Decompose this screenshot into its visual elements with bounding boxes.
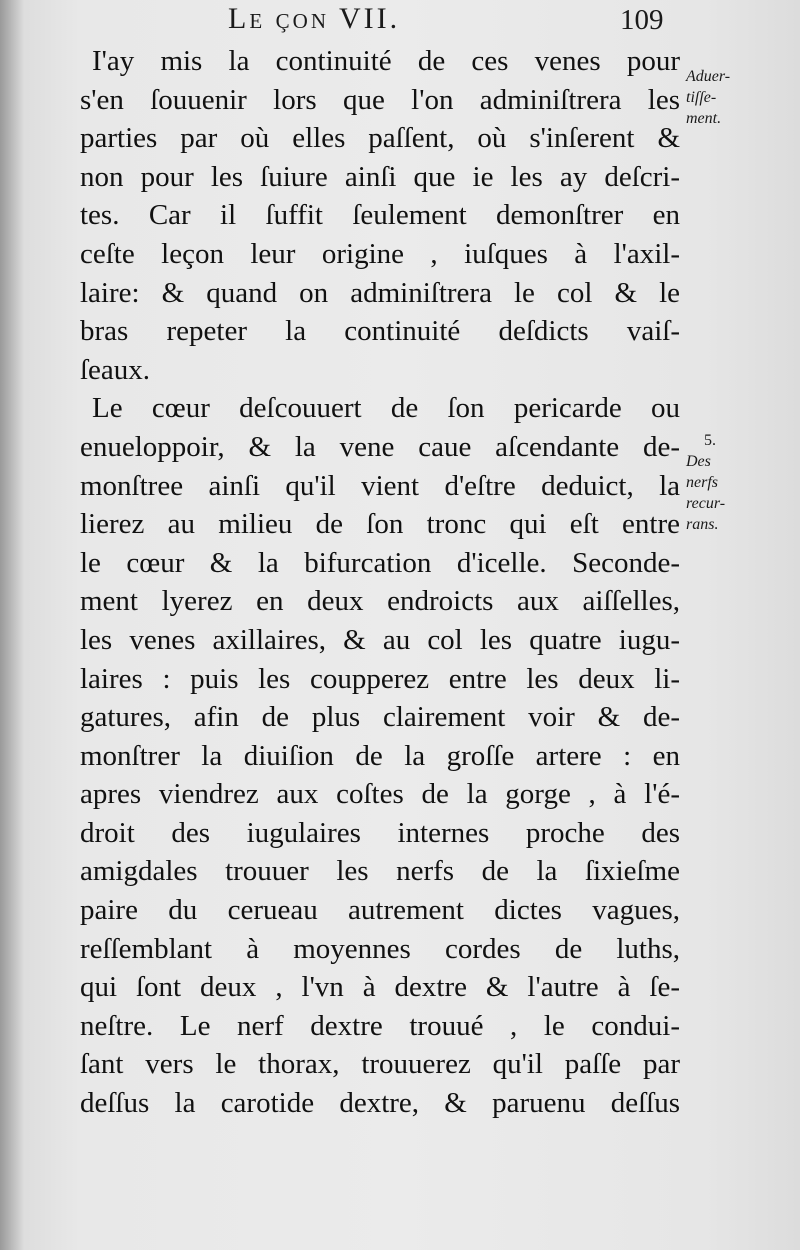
margin-note-line: rans.: [686, 516, 719, 533]
text-line: reſſemblant à moyennes cordes de luths,: [80, 932, 680, 965]
text-line: deſſus la carotide dextre, & paruenu deſſus: [80, 1087, 680, 1120]
margin-note-number: 5.: [704, 432, 716, 449]
margin-note-line: nerfs: [686, 474, 718, 491]
text-line: monſtrer la diuiſion de la groſſe artere : en: [80, 739, 680, 772]
text-line: ſant vers le thorax, trouuerez qu'il paſſe par: [80, 1048, 680, 1081]
text-line: s'en ſouuenir lors que l'on adminiſtrera les: [80, 83, 680, 116]
text-line: bras repeter la continuité deſdicts vaiſ-: [80, 315, 680, 348]
text-line: ment lyerez en deux endroicts aux aiſſelles,: [80, 585, 680, 618]
text-line: ſeaux.: [80, 353, 151, 386]
text-line: I'ay mis la continuité de ces venes pour: [92, 45, 680, 77]
margin-note-line: Des: [686, 453, 711, 470]
text-line: tes. Car il ſuffit ſeulement demonſtrer en: [80, 199, 680, 232]
text-line: Le cœur deſcouuert de ſon pericarde ou: [92, 392, 680, 425]
text-line: enueloppoir, & la vene caue aſcendante de-: [80, 430, 680, 463]
text-line: lierez au milieu de ſon tronc qui eſt entre: [80, 508, 680, 541]
text-line: monſtree ainſi qu'il vient d'eſtre deduict, la: [80, 469, 680, 502]
text-line: paire du cerueau autrement dictes vagues,: [80, 894, 680, 927]
text-line: non pour les ſuiure ainſi que ie les ay deſcri-: [80, 160, 680, 193]
text-line: qui ſont deux , l'vn à dextre & l'autre à ſe-: [80, 971, 680, 1004]
body-text: [80, 42, 680, 1123]
margin-note-nerfs-recurrans: [686, 430, 725, 535]
text-line: le cœur & la bifurcation d'icelle. Seconde-: [80, 546, 680, 579]
running-title: Le çon VII.: [228, 2, 401, 35]
text-line: laires : puis les coupperez entre les deux li-: [80, 662, 680, 695]
text-line: gatures, afin de plus clairement voir & de-: [80, 701, 680, 734]
margin-note-line: Aduer-: [686, 68, 731, 85]
margin-note-line: tiſſe-: [686, 89, 717, 106]
margin-note-aduertissement: [686, 66, 730, 129]
text-line: droit des iugulaires internes proche des: [80, 816, 680, 849]
text-line: neſtre. Le nerf dextre trouué , le condui-: [80, 1009, 680, 1042]
text-line: les venes axillaires, & au col les quatre iugu-: [80, 623, 680, 656]
margin-note-line: ment.: [686, 110, 722, 127]
text-line: ceſte leçon leur origine , iuſques à l'axil-: [80, 237, 680, 270]
page-header: [0, 2, 800, 38]
text-line: parties par où elles paſſent, où s'inſerent &: [80, 122, 680, 155]
text-line: amigdales trouuer les nerfs de la ſixieſme: [80, 855, 680, 888]
text-line: apres viendrez aux coſtes de la gorge , à l'é-: [80, 778, 680, 811]
text-line: laire: & quand on adminiſtrera le col & le: [80, 276, 680, 309]
page-number: 109: [620, 4, 664, 36]
margin-note-line: recur-: [686, 495, 726, 512]
